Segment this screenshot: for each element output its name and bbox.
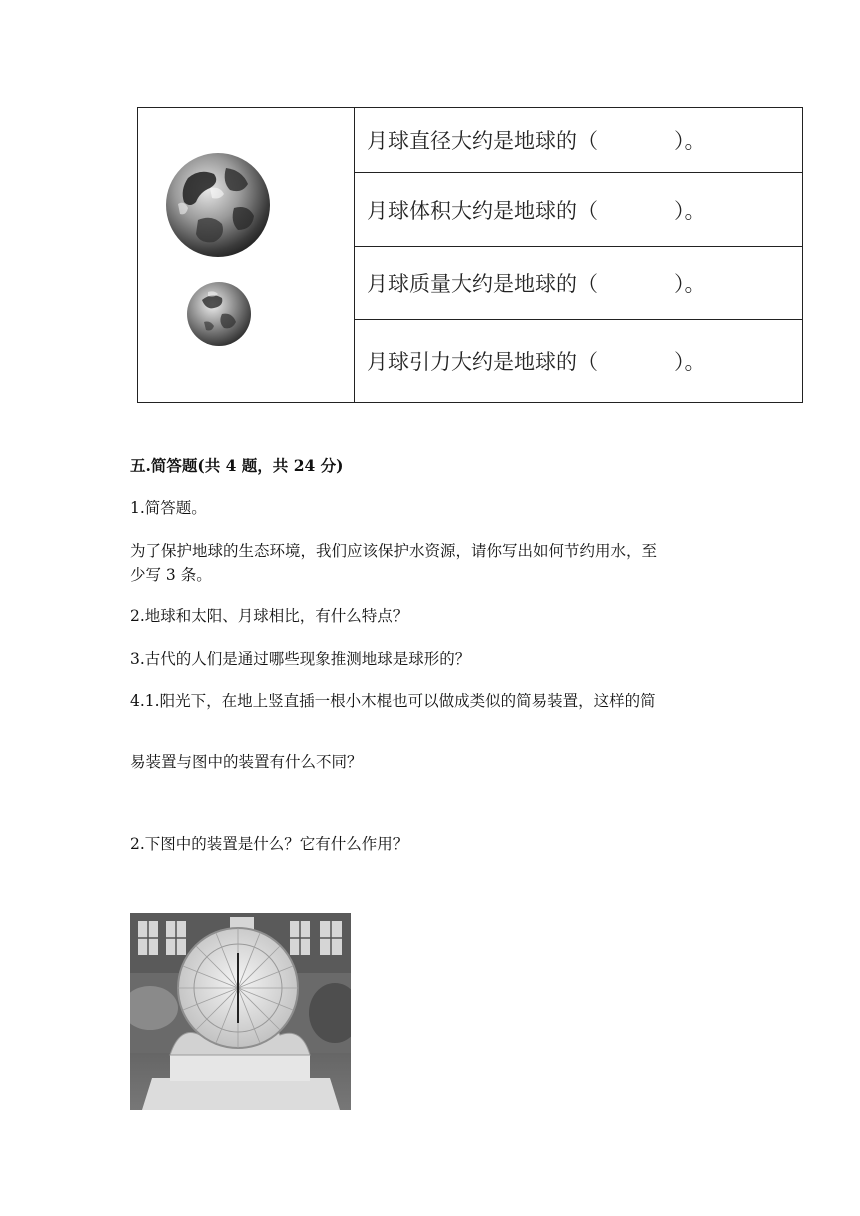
comparison-table bbox=[137, 107, 803, 403]
row-text: 月球引力大约是地球的（ bbox=[367, 350, 598, 374]
section-title: 五.简答题(共 4 题，共 24 分) bbox=[130, 456, 344, 475]
large-globe-icon bbox=[166, 153, 270, 257]
table-row bbox=[355, 320, 802, 402]
question-3: 3.古代的人们是通过哪些现象推测地球是球形的？ bbox=[130, 650, 471, 668]
row-text: 月球质量大约是地球的（ bbox=[367, 272, 598, 296]
question-4-line2: 易装置与图中的装置有什么不同？ bbox=[130, 753, 363, 771]
question-4-line1: 4.1.阳光下，在地上竖直插一根小木棍也可以做成类似的简易装置，这样的简 bbox=[130, 692, 656, 710]
small-globe-icon bbox=[187, 282, 251, 346]
row-close: ）。 bbox=[674, 129, 706, 153]
earth-moon-illustration bbox=[138, 108, 353, 402]
row-text: 月球直径大约是地球的（ bbox=[367, 129, 598, 153]
sundial-photo bbox=[130, 913, 351, 1110]
row-text: 月球体积大约是地球的（ bbox=[367, 198, 598, 223]
table-row bbox=[355, 173, 802, 247]
globe-image-cell bbox=[138, 108, 355, 402]
row-close: ）。 bbox=[674, 198, 706, 223]
table-row bbox=[355, 108, 802, 173]
question-4-sub2: 2.下图中的装置是什么？它有什么作用？ bbox=[130, 835, 409, 853]
question-2: 2.地球和太阳、月球相比，有什么特点？ bbox=[130, 607, 409, 625]
table-row bbox=[355, 247, 802, 320]
row-close: ）。 bbox=[674, 350, 706, 374]
row-close: ）。 bbox=[674, 272, 706, 296]
question-1-head: 1.简答题。 bbox=[130, 499, 207, 517]
question-1-body-line1: 为了保护地球的生态环境，我们应该保护水资源，请你写出如何节约用水，至 bbox=[130, 542, 658, 560]
question-1-body-line2: 少写 3 条。 bbox=[130, 566, 212, 584]
